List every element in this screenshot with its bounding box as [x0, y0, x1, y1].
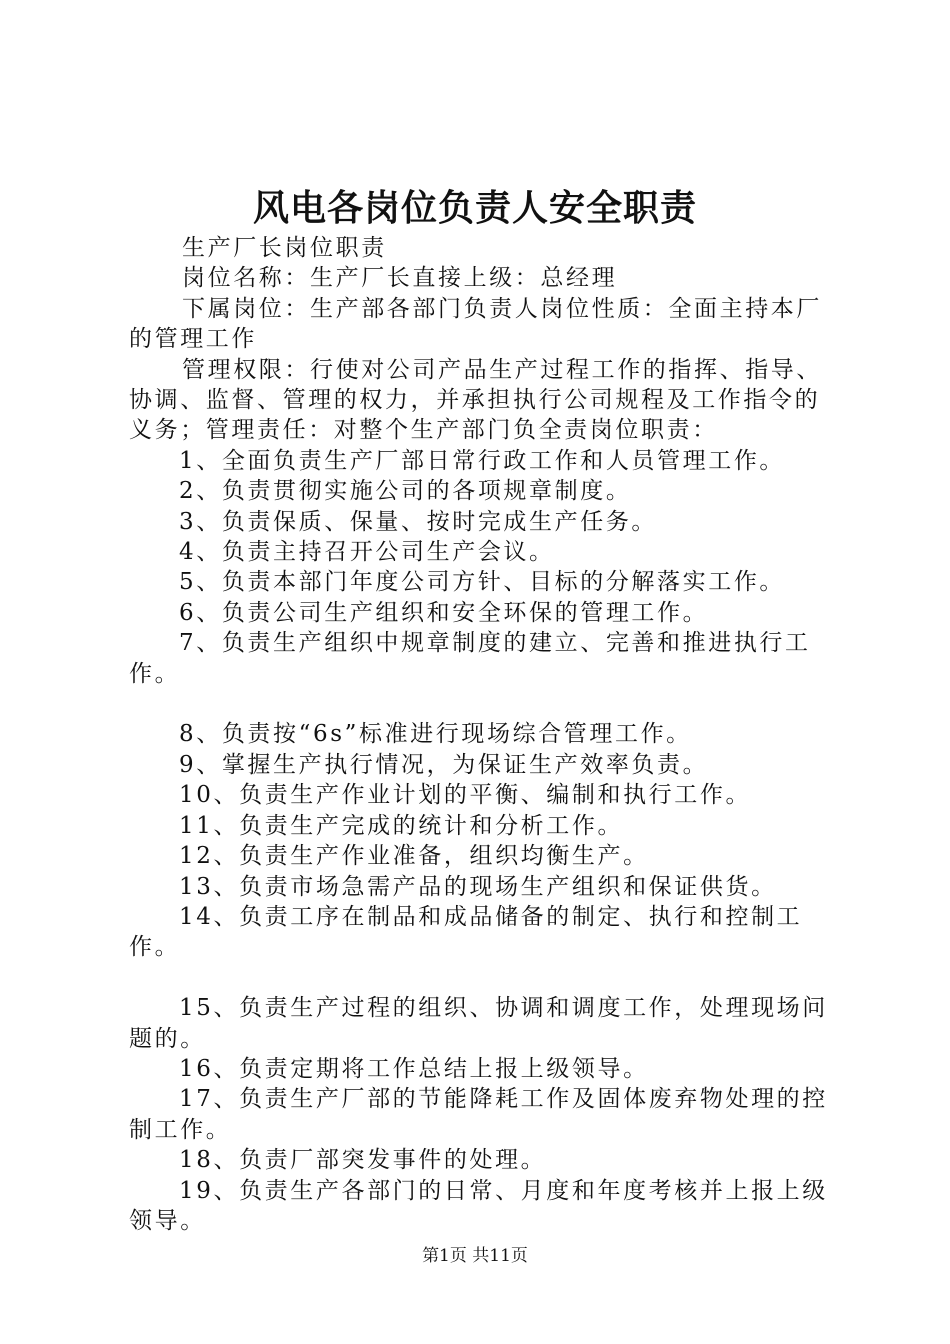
duty-item: 6、负责公司生产组织和安全环保的管理工作。: [179, 599, 709, 626]
section-heading: 生产厂长岗位职责: [182, 235, 387, 261]
paragraph-gap: [129, 963, 844, 993]
document-body: [129, 233, 844, 1236]
duty-item: 18、负责厂部突发事件的处理。: [179, 1147, 547, 1174]
duty-item: 16、负责定期将工作总结上报上级领导。: [179, 1055, 649, 1082]
authority-line: 管理权限：行使对公司产品生产过程工作的指挥、指导、协调、监督、管理的权力，并承担执行公司规程及工作指令的义务；管理责任：对整个生产部门负全责岗位职责：: [129, 356, 822, 444]
duty-item: 5、负责本部门年度公司方针、目标的分解落实工作。: [179, 569, 786, 596]
duty-item: 11、负责生产完成的统计和分析工作。: [179, 812, 624, 839]
duty-item: 19、负责生产各部门的日常、月度和年度考核并上报上级领导。: [129, 1177, 828, 1234]
post-name-line: 岗位名称：生产厂长直接上级：总经理: [182, 265, 618, 292]
duty-item: 1、全面负责生产厂部日常行政工作和人员管理工作。: [179, 447, 786, 474]
duty-item: 3、负责保质、保量、按时完成生产任务。: [179, 508, 658, 535]
duty-item: 10、负责生产作业计划的平衡、编制和执行工作。: [179, 782, 752, 809]
duty-item: 15、负责生产过程的组织、协调和调度工作，处理现场问题的。: [129, 995, 828, 1052]
subordinate-line: 下属岗位：生产部各部门负责人岗位性质：全面主持本厂的管理工作: [129, 295, 822, 353]
duty-item: 14、负责工序在制品和成品储备的制定、执行和控制工作。: [129, 903, 803, 961]
page-number-footer: 第1页 共11页: [422, 1246, 528, 1266]
duty-item: 2、负责贯彻实施公司的各项规章制度。: [179, 478, 632, 505]
duty-item: 17、负责生产厂部的节能降耗工作及固体废弃物处理的控制工作。: [129, 1086, 828, 1143]
duty-item: 13、负责市场急需产品的现场生产组织和保证供货。: [179, 873, 777, 900]
document-title: 风电各岗位负责人安全职责: [252, 187, 697, 229]
duty-item: 12、负责生产作业准备，组织均衡生产。: [179, 843, 649, 870]
duty-item: 7、负责生产组织中规章制度的建立、完善和推进执行工作。: [129, 630, 811, 687]
duty-item: 4、负责主持召开公司生产会议。: [179, 539, 555, 566]
duty-item: 9、掌握生产执行情况，为保证生产效率负责。: [179, 751, 709, 778]
paragraph-gap: [129, 689, 844, 719]
duty-item: 8、负责按“6s”标准进行现场综合管理工作。: [179, 721, 692, 748]
